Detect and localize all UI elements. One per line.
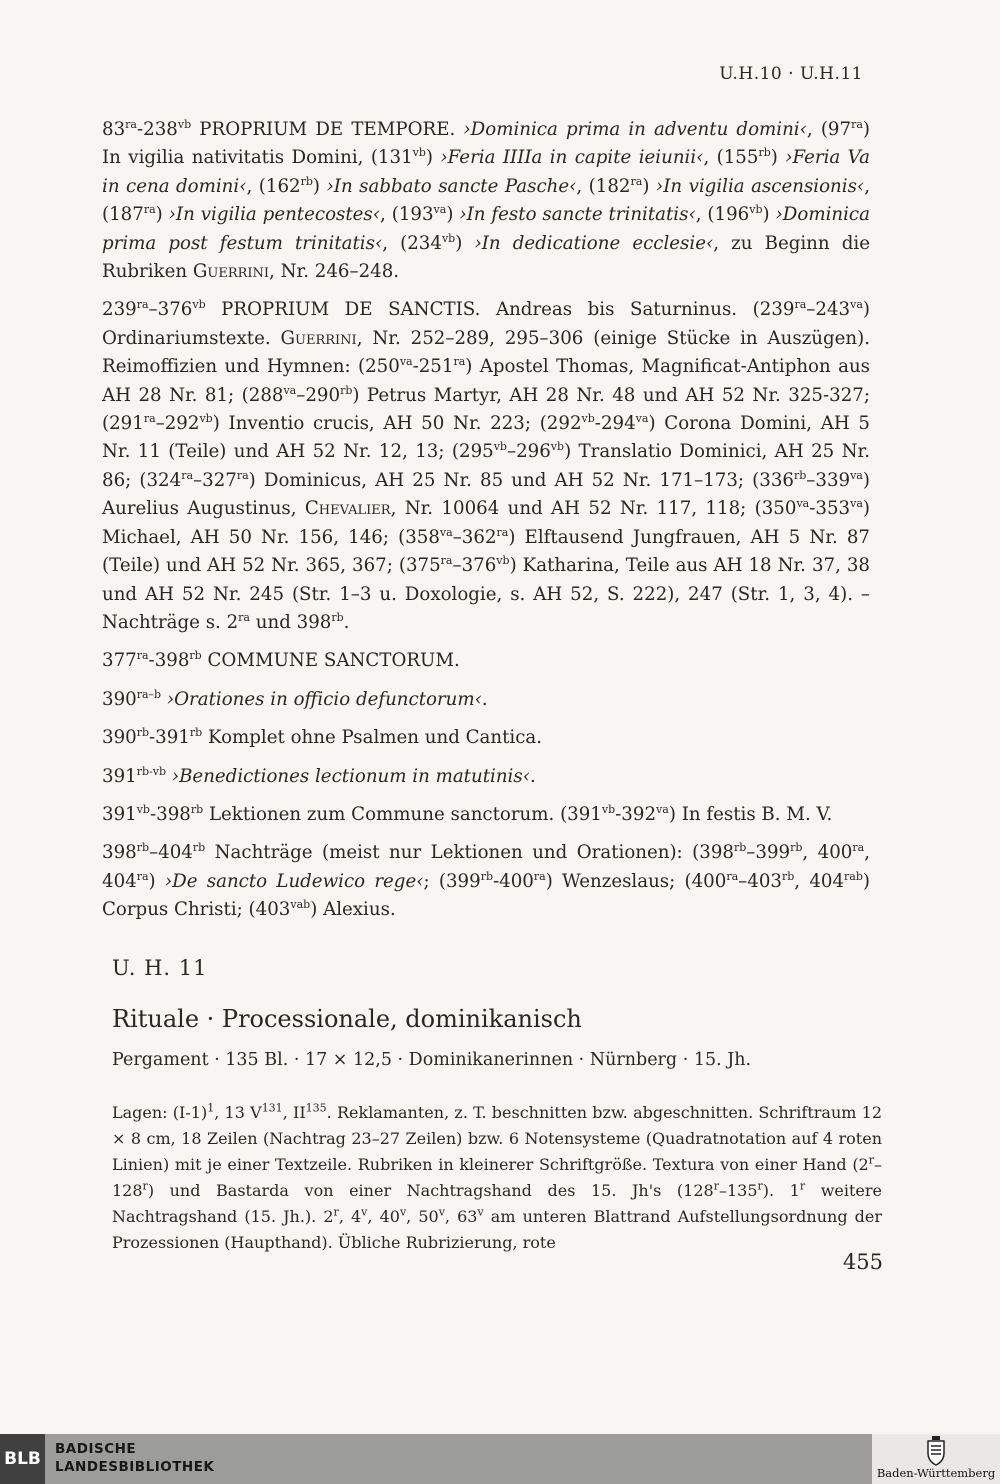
entry-description: Lagen: $(I-1)^1$, 13 $V^{131}$, II$^{135}$. Reklamanten, z. T. beschnitten bzw. abgeschnitten. Schriftraum 12 × 8 cm, 18 Zeilen (Nachtrag 23–27 Zeilen) bzw. 6 Notensysteme (Quadratnotation auf 4 roten Linien) mit je einer Textzeile. Rubriken in kleinerer Schriftgröße. Textura von einer Hand (2$^r$–128$^r$) und Bastarda von einer Nachtragshand des 15. Jh's (128$^r$–135$^r$). 1$^r$ weitere Nachtragshand (15. Jh.). 2$^r$, 4$^v$, 40$^v$, 50$^v$, 63$^v$ am unteren Blattrand Aufstellungsordnung der Prozessionen (Haupthand). Übliche Rubrizierung, rote [112, 1101, 883, 1252]
paragraph-proprium-de-tempore: $83^{ra}-238^{vb}$ PROPRIUM DE TEMPORE. ›Dominica prima in adventu domini‹, $(97^{ra})$ In vigilia nativitatis Domini, $(131^{vb})$ ›Feria IIIIa in capite ieiunii‹, $(155^{rb})$ ›Feria Va in cena domini‹, $(162^{rb})$ ›In sabbato sancte Pasche‹, $(182^{ra})$ ›In vigilia ascensionis‹, $(187^{ra})$ ›In vigilia pentecostes‹, $(193^{va})$ ›In festo sancte trinitatis‹, $(196^{vb})$ ›Dominica prima post festum trinitatis‹, $(234^{vb})$ ›In dedicatione ecclesie‹, zu Beginn die Rubriken Guerrini, Nr. 246–248. [102, 117, 871, 283]
paragraph-lektionen: $391^{vb}-398^{rb}$ Lektionen zum Commune sanctorum. $(391^{vb}-392^{va})$ In festis B. M. V. [102, 802, 833, 825]
paragraph-komplet: $390^{rb}-391^{rb}$ Komplet ohne Psalmen und Cantica. [102, 726, 543, 749]
state-label: Baden-Württemberg [876, 1466, 996, 1480]
paragraph-nachtraege: $398^{rb}-404^{rb}$ Nachträge (meist nur Lektionen und Orationen): ($398^{rb}-399^{rb}$, $400^{ra}$, $404^{ra}$) ›De sancto Ludewico rege‹; $(399^{rb}-400^{ra})$ Wenzeslaus; ($400^{ra}-403^{rb}$, $404^{rab}$) Corpus Christi; $(403^{vab})$ Alexius. [102, 841, 870, 921]
page-number: 455 [842, 1250, 883, 1274]
paragraph-proprium-de-sanctis: $239^{ra}-376^{vb}$ PROPRIUM DE SANCTIS. Andreas bis Saturninus. $(239^{ra}-243^{va})$ Ordinariumstexte. Guerrini, Nr. 252–289, 295–306 (einige Stücke in Auszügen). Reimoffizien und Hymnen: $(250^{va}-251^{ra})$ Apostel Thomas, Magnificat-Antiphon aus AH 28 Nr. 81; $(288^{va}-290^{rb})$ Petrus Martyr, AH 28 Nr. 48 und AH 52 Nr. 325-327; $(291^{ra}-292^{vb})$ Inventio crucis, AH 50 Nr. 223; $(292^{vb}-294^{va})$ Corona Domini, AH 5 Nr. 11 (Teile) und AH 52 Nr. 12, 13; $(295^{vb}-296^{vb})$ Translatio Dominici, AH 25 Nr. 86; $(324^{ra}-327^{ra})$ Dominicus, AH 25 Nr. 85 und AH 52 Nr. 171–173; $(336^{rb}-339^{va})$ Aurelius Augustinus, Chevalier, Nr. 10064 und AH 52 Nr. 117, 118; $(350^{va}-353^{va})$ Michael, AH 50 Nr. 156, 146; $(358^{va}-362^{ra})$ Elftausend Jungfrauen, AH 5 Nr. 87 (Teile) und AH 52 Nr. 365, 367; $(375^{ra}-376^{vb})$ Katharina, Teile aus AH 18 Nr. 37, 38 und AH 52 Nr. 245 (Str. 1–3 u. Doxologie, s. AH 52, S. 222), 247 (Str. 1, 3, 4). – Nachträge s. $2^{ra}$ und $398^{rb}$. [102, 298, 870, 633]
body-text [102, 116, 870, 935]
paragraph-benedictiones: $391^{rb-vb}$ ›Benedictiones lectionum in matutinis‹. [102, 764, 536, 787]
running-head: U.H.10 · U.H.11 [719, 64, 863, 84]
entry-signature: U. H. 11 [112, 956, 208, 980]
entry-meta: Pergament · 135 Bl. · 17 × 12,5 · Dominikanerinnen · Nürnberg · 15. Jh. [112, 1050, 752, 1070]
entry-title: Rituale · Processionale, dominikanisch [112, 1005, 582, 1033]
library-name-line2: LANDESBIBLIOTHEK [55, 1459, 215, 1475]
blb-logo[interactable]: BLB [0, 1434, 45, 1484]
paragraph-orationes: $390^{ra-b}$ ›Orationes in officio defunctorum‹. [102, 687, 488, 710]
footer-bar [0, 1434, 1000, 1484]
paragraph-commune-sanctorum: $377^{ra}-398^{rb}$ COMMUNE SANCTORUM. [102, 649, 460, 672]
library-name-line1: BADISCHE [55, 1441, 137, 1457]
coat-of-arms-icon [925, 1436, 947, 1466]
state-logo[interactable] [872, 1434, 1000, 1484]
library-name[interactable] [55, 1440, 214, 1476]
